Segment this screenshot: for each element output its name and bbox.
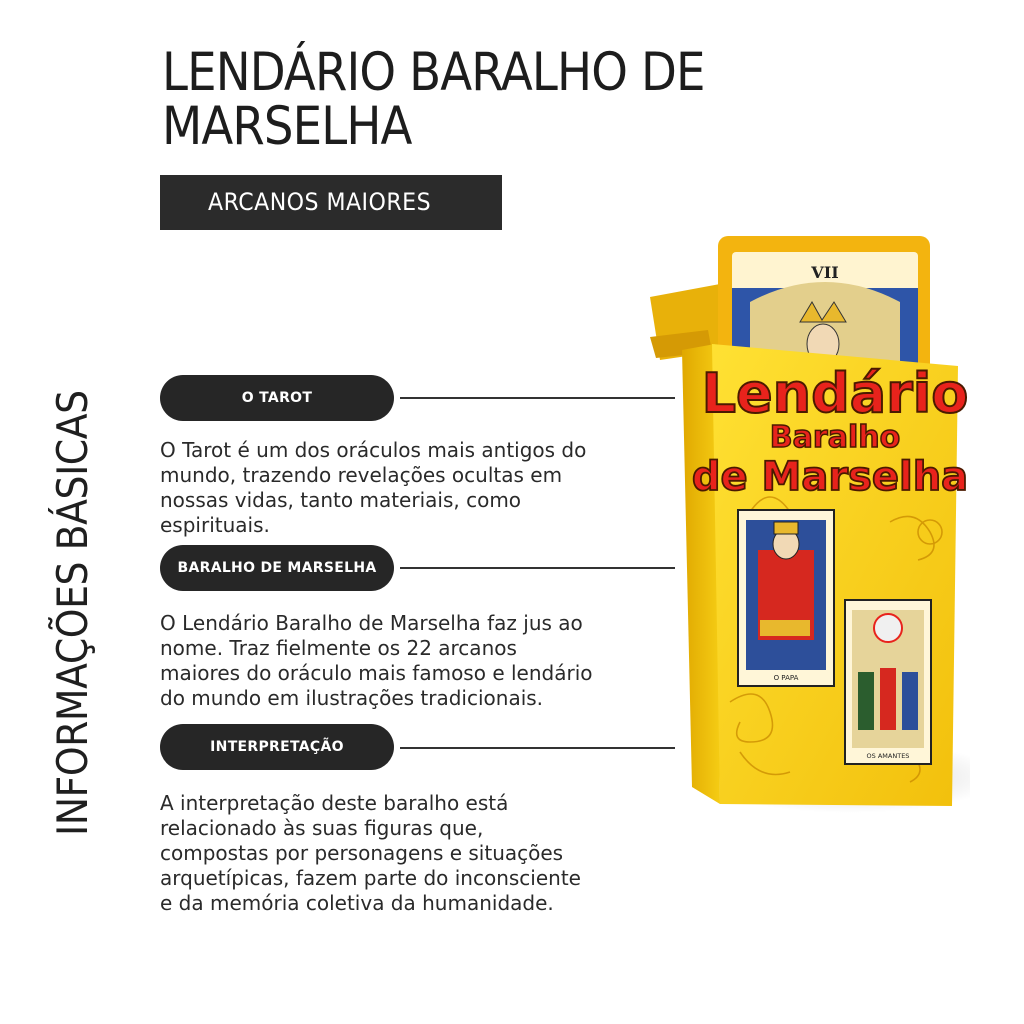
- text-line: do mundo em ilustrações tradicionais.: [160, 686, 544, 710]
- text-line: espirituais.: [160, 513, 270, 537]
- page-title: [162, 42, 708, 157]
- section-heading-baralho: BARALHO DE MARSELHA: [160, 545, 394, 591]
- tiara-icon: [774, 522, 798, 534]
- section-text-baralho: [160, 611, 630, 711]
- side-label: [48, 341, 97, 836]
- text-line: nossas vidas, tanto materiais, como: [160, 488, 522, 512]
- product-box-image: [640, 232, 970, 832]
- text-line: A interpretação deste baralho está: [160, 791, 509, 815]
- text-line: relacionado às suas figuras que,: [160, 816, 484, 840]
- card-amantes-figure-right: [902, 672, 918, 730]
- title-line-1: LENDÁRIO BARALHO DE: [162, 42, 705, 103]
- text-line: maiores do oráculo mais famoso e lendário: [160, 661, 593, 685]
- card-papa-base: [760, 620, 810, 636]
- text-line: mundo, trazendo revelações ocultas em: [160, 463, 563, 487]
- text-line: compostas por personagens e situações: [160, 841, 564, 865]
- connector-line-interpretacao: [400, 747, 675, 749]
- brand-line-3: de Marselha: [691, 454, 969, 500]
- title-line-2: MARSELHA: [162, 96, 412, 157]
- section-heading-tarot: O TAROT: [160, 375, 394, 421]
- text-line: nome. Traz fielmente os 22 arcanos: [160, 636, 517, 660]
- text-line: e da memória coletiva da humanidade.: [160, 891, 554, 915]
- card-amantes-figure-mid: [880, 668, 896, 730]
- subtitle-banner: [160, 175, 502, 230]
- card-os-amantes: [845, 600, 931, 764]
- side-label-text: INFORMAÇÕES BÁSICAS: [48, 390, 97, 836]
- product-box-svg: [640, 232, 970, 832]
- card-amantes-figure-left: [858, 672, 874, 730]
- top-card-numeral: VII: [811, 263, 839, 282]
- brand-line-1: Lendário: [701, 362, 969, 425]
- connector-line-baralho: [400, 567, 675, 569]
- subtitle-text: ARCANOS MAIORES: [208, 188, 432, 216]
- card-amantes-caption: OS AMANTES: [866, 752, 910, 760]
- section-text-tarot: [160, 438, 630, 538]
- section-heading-interpretacao: INTERPRETAÇÃO: [160, 724, 394, 770]
- sun-icon: [874, 614, 902, 642]
- brand-line-2: Baralho: [769, 420, 901, 455]
- text-line: O Tarot é um dos oráculos mais antigos do: [160, 438, 587, 462]
- card-papa-caption: O PAPA: [773, 674, 799, 682]
- text-line: arquetípicas, fazem parte do inconsciente: [160, 866, 581, 890]
- section-text-interpretacao: [160, 791, 630, 916]
- text-line: O Lendário Baralho de Marselha faz jus ao: [160, 611, 583, 635]
- connector-line-tarot: [400, 397, 675, 399]
- card-o-papa: [738, 510, 834, 686]
